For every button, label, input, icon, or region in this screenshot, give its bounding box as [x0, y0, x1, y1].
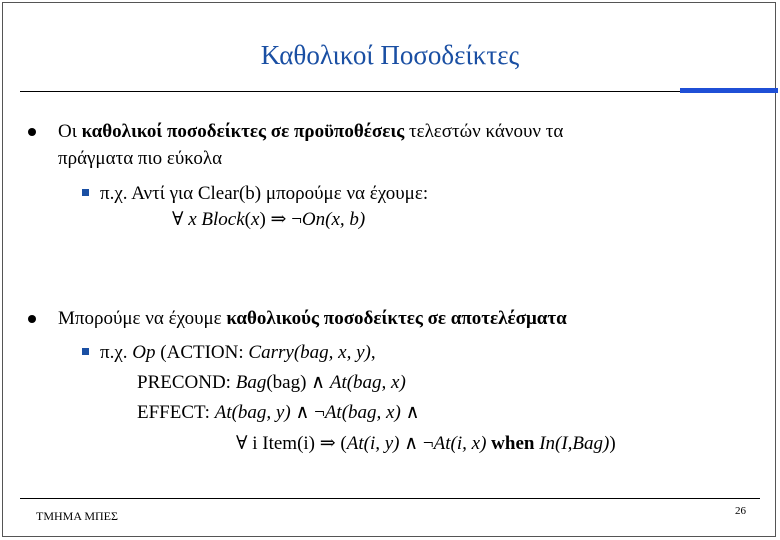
forall-item-clause: ∀ i Item(i) ⇒ ( — [236, 433, 347, 454]
formula-paren-open: ( — [244, 209, 251, 230]
when-keyword: when — [486, 433, 540, 454]
action-line — [100, 340, 376, 366]
not-symbol: ¬ — [291, 209, 302, 230]
bag-predicate: Bag — [235, 372, 267, 393]
effect-at-1: At — [214, 402, 232, 423]
item-at-1: At — [346, 433, 364, 454]
bullet-2-line-1 — [58, 306, 567, 332]
implies-symbol: ⇒ — [270, 209, 287, 230]
slide-title: Καθολικοί Ποσοδείκτες — [260, 40, 520, 70]
effect-label: EFFECT: — [137, 402, 215, 423]
bullet-1-rest: τελεστών κάνουν τα — [404, 121, 564, 142]
formula-var-x: x — [188, 209, 197, 230]
formula-block: Block — [201, 209, 245, 230]
carry-args: (bag, x, y) — [293, 342, 371, 363]
forall-effect-line — [236, 431, 616, 457]
example-prefix: π.χ. — [100, 342, 133, 363]
bullet-1-line-1 — [58, 119, 563, 145]
formula-on: On — [301, 209, 326, 230]
title-rule-accent — [680, 88, 778, 93]
bullet-marker-1 — [28, 128, 36, 136]
bullet-1-line-2: πράγματα πιο εύκολα — [58, 148, 223, 169]
action-comma: , — [370, 342, 376, 363]
carry-name: Carry — [248, 342, 294, 363]
formula-block-arg: x — [251, 209, 260, 230]
effect-line — [137, 400, 419, 426]
bullet-marker-2 — [28, 315, 36, 323]
closing-paren: ) — [609, 433, 616, 454]
formula-paren-close: ) — [259, 209, 266, 230]
sub-bullet-1-text: π.χ. Αντί για Clear(b) μπορούμε να έχουμε: — [100, 183, 429, 204]
bag-args: (bag) — [266, 372, 307, 393]
trailing-and: ∧ — [400, 402, 420, 423]
bullet-1-bold: καθολικοί ποσοδείκτες σε προϋποθέσεις — [81, 121, 405, 142]
action-label: (ACTION: — [155, 342, 249, 363]
page-number: 26 — [735, 505, 746, 517]
formula-on-args: (x, b) — [325, 209, 366, 230]
and-not-symbol: ∧ ¬ — [290, 402, 325, 423]
bullet-2-plain: Μπορούμε να έχουμε — [58, 308, 227, 329]
precond-line — [137, 370, 406, 396]
in-predicate: In(I,Bag) — [539, 433, 610, 454]
item-at-2-args: (i, x) — [450, 433, 487, 454]
footer-text: ΤΜΗΜΑ ΜΠΕΣ — [36, 509, 118, 523]
footer-rule — [20, 498, 760, 499]
effect-at-2-args: (bag, x) — [341, 402, 401, 423]
item-and-not: ∧ ¬ — [399, 433, 434, 454]
formula-1 — [172, 207, 365, 233]
sub-bullet-marker-1 — [82, 189, 89, 196]
op-keyword: Op — [132, 342, 156, 363]
at-predicate: At(bag, x) — [329, 372, 406, 393]
item-at-2: At — [433, 433, 451, 454]
forall-symbol: ∀ — [172, 209, 184, 230]
effect-at-1-args: (bag, y) — [231, 402, 291, 423]
bullet-1-plain: Οι — [58, 121, 82, 142]
bullet-2-bold: καθολικούς ποσοδείκτες σε αποτελέσματα — [226, 308, 567, 329]
sub-bullet-marker-2 — [82, 348, 89, 355]
effect-at-2: At — [324, 402, 342, 423]
and-symbol: ∧ — [306, 372, 330, 393]
precond-label: PRECOND: — [137, 372, 236, 393]
item-at-1-args: (i, y) — [363, 433, 400, 454]
title-rule — [20, 91, 755, 92]
